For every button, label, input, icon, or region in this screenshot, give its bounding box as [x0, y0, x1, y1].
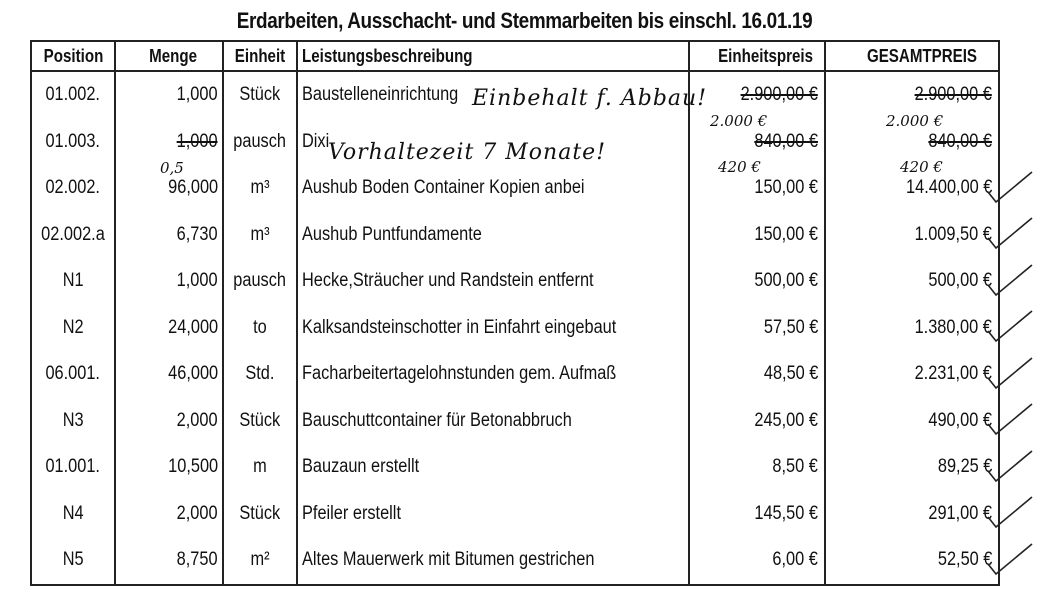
cell-menge: 46,000	[115, 351, 223, 398]
cell-gesamtpreis: 2.900,00 €	[825, 71, 999, 119]
cell-menge: 6,730	[115, 212, 223, 259]
check-mark-icon	[986, 400, 1034, 440]
cell-position: 06.001.	[31, 351, 115, 398]
cell-position: N4	[31, 491, 115, 538]
header-einheit: Einheit	[223, 41, 297, 71]
handwritten-qty-row2: 0,5	[160, 159, 184, 177]
cell-einheitspreis: 2.900,00 €	[689, 71, 825, 119]
cell-einheit: to	[223, 305, 297, 352]
cell-einheit: Stück	[223, 71, 297, 119]
cell-einheitspreis: 150,00 €	[689, 212, 825, 259]
cell-menge: 10,500	[115, 444, 223, 491]
cell-einheit: pausch	[223, 258, 297, 305]
cell-menge: 24,000	[115, 305, 223, 352]
cell-position: 02.002.	[31, 165, 115, 212]
table-row	[31, 258, 999, 305]
cell-einheitspreis: 8,50 €	[689, 444, 825, 491]
table-row	[31, 444, 999, 491]
cell-position: N3	[31, 398, 115, 445]
cell-einheit: m³	[223, 165, 297, 212]
cell-gesamtpreis: 490,00 €	[825, 398, 999, 445]
cost-table	[30, 40, 1000, 586]
cell-beschreibung: Bauschuttcontainer für Betonabbruch	[297, 398, 689, 445]
check-mark-icon	[986, 214, 1034, 254]
cell-einheitspreis: 500,00 €	[689, 258, 825, 305]
handwritten-ep-row2: 420 €	[718, 158, 761, 176]
cell-beschreibung: Facharbeitertagelohnstunden gem. Aufmaß	[297, 351, 689, 398]
cell-beschreibung: Bauzaun erstellt	[297, 444, 689, 491]
cell-einheitspreis: 6,00 €	[689, 537, 825, 585]
cell-gesamtpreis: 2.231,00 €	[825, 351, 999, 398]
handwritten-gp-row1: 2.000 €	[886, 112, 944, 130]
cell-position: 02.002.a	[31, 212, 115, 259]
table-row	[31, 351, 999, 398]
cell-einheit: m²	[223, 537, 297, 585]
cell-menge: 2,000	[115, 398, 223, 445]
table-row	[31, 491, 999, 538]
cell-gesamtpreis: 52,50 €	[825, 537, 999, 585]
cell-gesamtpreis: 291,00 €	[825, 491, 999, 538]
handwritten-note-einbehalt: Einbehalt f. Abbau!	[472, 86, 708, 111]
cell-position: 01.003.	[31, 119, 115, 166]
cell-gesamtpreis: 14.400,00 €	[825, 165, 999, 212]
document-title: Erdarbeiten, Ausschacht- und Stemmarbeiten bis einschl. 16.01.19	[236, 8, 813, 33]
cell-einheitspreis: 150,00 €	[689, 165, 825, 212]
cell-position: N2	[31, 305, 115, 352]
cell-position: N1	[31, 258, 115, 305]
table-row	[31, 212, 999, 259]
header-leistungsbeschreibung: Leistungsbeschreibung	[297, 41, 689, 71]
cell-einheitspreis: 145,50 €	[689, 491, 825, 538]
check-mark-icon	[986, 493, 1034, 533]
cell-menge: 8,750	[115, 537, 223, 585]
cell-einheit: m³	[223, 212, 297, 259]
cell-menge: 1,000	[115, 119, 223, 166]
cell-beschreibung: Dixi	[297, 119, 689, 166]
cell-beschreibung: Aushub Boden Container Kopien anbei	[297, 165, 689, 212]
cell-beschreibung: Altes Mauerwerk mit Bitumen gestrichen	[297, 537, 689, 585]
cell-menge: 96,000	[115, 165, 223, 212]
cell-menge: 1,000	[115, 71, 223, 119]
cell-beschreibung: Pfeiler erstellt	[297, 491, 689, 538]
header-gesamtpreis: GESAMTPREIS	[825, 41, 999, 71]
handwritten-note-vorhaltezeit: Vorhaltezeit 7 Monate!	[328, 140, 607, 165]
table-header-row	[31, 41, 999, 71]
cell-menge: 2,000	[115, 491, 223, 538]
check-mark-icon	[986, 307, 1034, 347]
cell-einheit: pausch	[223, 119, 297, 166]
cell-einheitspreis: 245,00 €	[689, 398, 825, 445]
cell-einheit: Std.	[223, 351, 297, 398]
cell-beschreibung: Hecke,Sträucher und Randstein entfernt	[297, 258, 689, 305]
cell-menge: 1,000	[115, 258, 223, 305]
cell-beschreibung: Baustelleneinrichtung	[297, 71, 689, 119]
handwritten-gp-row2: 420 €	[900, 158, 943, 176]
cell-einheitspreis: 48,50 €	[689, 351, 825, 398]
cell-position: 01.001.	[31, 444, 115, 491]
handwritten-ep-row1: 2.000 €	[710, 112, 768, 130]
check-mark-icon	[986, 354, 1034, 394]
cell-einheit: Stück	[223, 398, 297, 445]
cell-einheitspreis: 57,50 €	[689, 305, 825, 352]
cell-einheitspreis: 840,00 €	[689, 119, 825, 166]
header-menge: Menge	[115, 41, 223, 71]
cell-einheit: Stück	[223, 491, 297, 538]
check-mark-icon	[986, 447, 1034, 487]
cell-einheit: m	[223, 444, 297, 491]
cell-gesamtpreis: 1.380,00 €	[825, 305, 999, 352]
table-row	[31, 305, 999, 352]
check-mark-icon	[986, 168, 1034, 208]
cell-beschreibung: Kalksandsteinschotter in Einfahrt eingebaut	[297, 305, 689, 352]
cell-position: 01.002.	[31, 71, 115, 119]
header-einheitspreis: Einheitspreis	[689, 41, 825, 71]
cell-gesamtpreis: 89,25 €	[825, 444, 999, 491]
table-row	[31, 537, 999, 585]
table-row	[31, 398, 999, 445]
cell-gesamtpreis: 500,00 €	[825, 258, 999, 305]
check-mark-icon	[986, 540, 1034, 580]
cell-gesamtpreis: 840,00 €	[825, 119, 999, 166]
check-mark-icon	[986, 261, 1034, 301]
header-position: Position	[31, 41, 115, 71]
cell-beschreibung: Aushub Puntfundamente	[297, 212, 689, 259]
cell-position: N5	[31, 537, 115, 585]
cell-gesamtpreis: 1.009,50 €	[825, 212, 999, 259]
